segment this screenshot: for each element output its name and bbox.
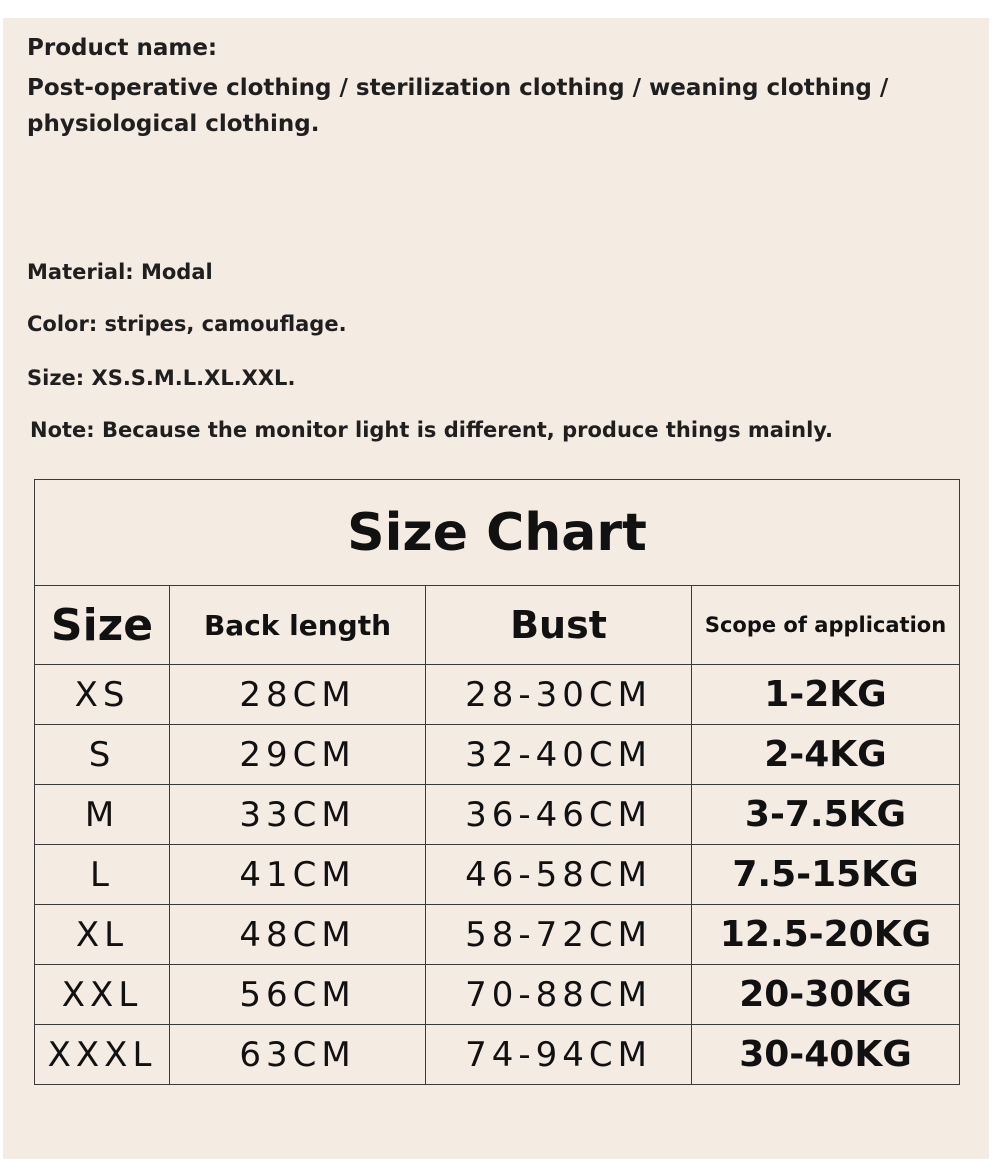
bust-cell: 58-72CM [426,905,692,965]
scope-cell: 1-2KG [692,665,960,725]
scope-cell: 30-40KG [692,1025,960,1085]
material-line: Material: Modal [27,260,213,284]
size-chart-title-row [35,480,960,586]
product-name-value: Post-operative clothing / sterilization clothing / weaning clothing / physiological clothing. [27,75,889,137]
table-row [35,905,960,965]
size-cell: XL [35,905,170,965]
size-chart-title: Size Chart [35,480,960,586]
scope-cell: 12.5-20KG [692,905,960,965]
header-scope: Scope of application [692,586,960,665]
back-length-cell: 28CM [170,665,426,725]
header-row [35,586,960,665]
scope-cell: 20-30KG [692,965,960,1025]
size-chart-table [34,479,960,1085]
scope-cell: 2-4KG [692,725,960,785]
bust-cell: 46-58CM [426,845,692,905]
table-row [35,665,960,725]
bust-cell: 70-88CM [426,965,692,1025]
header-bust: Bust [426,586,692,665]
table-row [35,1025,960,1085]
back-length-cell: 48CM [170,905,426,965]
back-length-cell: 56CM [170,965,426,1025]
bust-cell: 36-46CM [426,785,692,845]
table-row [35,785,960,845]
bust-cell: 32-40CM [426,725,692,785]
bust-cell: 74-94CM [426,1025,692,1085]
header-size: Size [35,586,170,665]
back-length-cell: 33CM [170,785,426,845]
size-cell: S [35,725,170,785]
size-cell: M [35,785,170,845]
scope-cell: 3-7.5KG [692,785,960,845]
table-row [35,965,960,1025]
note-line: Note: Because the monitor light is different, produce things mainly. [30,418,834,442]
size-cell: XS [35,665,170,725]
scope-cell: 7.5-15KG [692,845,960,905]
table-row [35,845,960,905]
product-name-label: Product name: [27,35,218,61]
size-line: Size: XS.S.M.L.XL.XXL. [27,366,296,390]
size-cell: L [35,845,170,905]
table-row [35,725,960,785]
size-cell: XXL [35,965,170,1025]
size-cell: XXXL [35,1025,170,1085]
back-length-cell: 41CM [170,845,426,905]
color-line: Color: stripes, camouflage. [27,312,347,336]
bust-cell: 28-30CM [426,665,692,725]
header-back-length: Back length [170,586,426,665]
back-length-cell: 29CM [170,725,426,785]
back-length-cell: 63CM [170,1025,426,1085]
